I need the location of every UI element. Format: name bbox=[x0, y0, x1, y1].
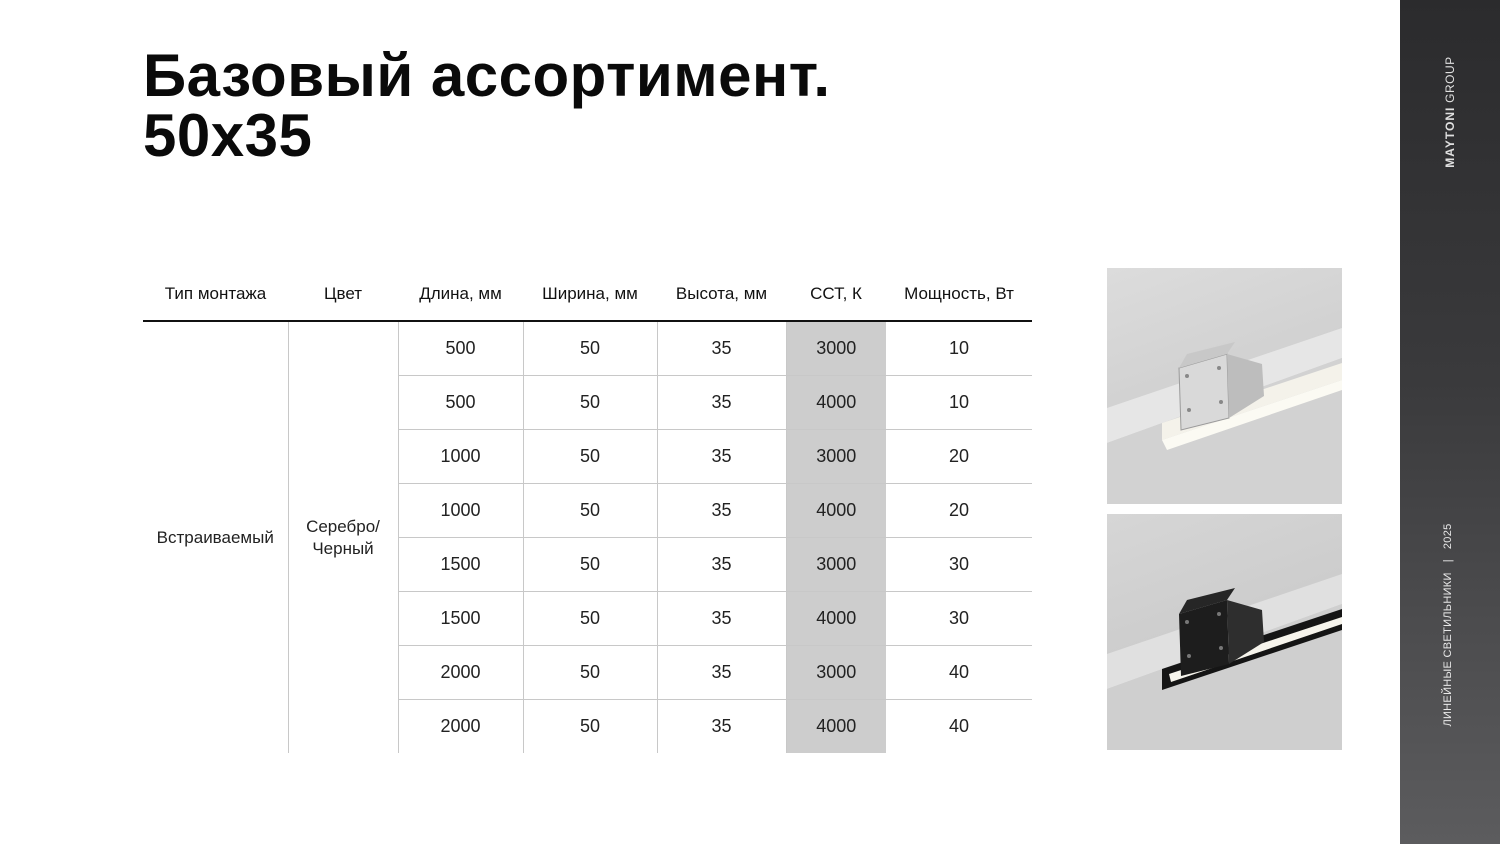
page-title bbox=[143, 42, 831, 169]
power-cell: 30 bbox=[886, 538, 1032, 592]
width-cell: 50 bbox=[523, 376, 657, 430]
height-cell: 35 bbox=[657, 321, 786, 376]
header-power: Мощность, Вт bbox=[886, 268, 1032, 321]
width-cell: 50 bbox=[523, 321, 657, 376]
cct-cell: 3000 bbox=[786, 646, 886, 700]
section-year: 2025 bbox=[1442, 523, 1454, 550]
product-photo-silver bbox=[1107, 268, 1342, 504]
silver-luminaire-illustration bbox=[1107, 268, 1342, 504]
brand-group: GROUP bbox=[1443, 56, 1457, 103]
height-cell: 35 bbox=[657, 592, 786, 646]
section-label bbox=[1442, 523, 1454, 726]
mount-type-cell: Встраиваемый bbox=[143, 321, 288, 753]
color-cell: Серебро/ Черный bbox=[288, 321, 398, 753]
height-cell: 35 bbox=[657, 376, 786, 430]
cct-cell: 4000 bbox=[786, 484, 886, 538]
length-cell: 1000 bbox=[398, 430, 523, 484]
spec-table bbox=[143, 268, 1032, 753]
length-cell: 1000 bbox=[398, 484, 523, 538]
header-cct: ССТ, К bbox=[786, 268, 886, 321]
table-header-row bbox=[143, 268, 1032, 321]
page-title-line2: 50x35 bbox=[143, 102, 313, 169]
length-cell: 500 bbox=[398, 376, 523, 430]
page-title-line1: Базовый ассортимент. bbox=[143, 42, 831, 109]
height-cell: 35 bbox=[657, 538, 786, 592]
section-separator: | bbox=[1442, 559, 1454, 563]
height-cell: 35 bbox=[657, 484, 786, 538]
table-row bbox=[143, 321, 1032, 376]
cct-cell: 4000 bbox=[786, 376, 886, 430]
power-cell: 10 bbox=[886, 376, 1032, 430]
height-cell: 35 bbox=[657, 700, 786, 754]
width-cell: 50 bbox=[523, 430, 657, 484]
section-name: ЛИНЕЙНЫЕ СВЕТИЛЬНИКИ bbox=[1442, 572, 1454, 727]
length-cell: 500 bbox=[398, 321, 523, 376]
width-cell: 50 bbox=[523, 484, 657, 538]
cct-cell: 3000 bbox=[786, 321, 886, 376]
width-cell: 50 bbox=[523, 592, 657, 646]
header-length: Длина, мм bbox=[398, 268, 523, 321]
power-cell: 20 bbox=[886, 430, 1032, 484]
power-cell: 40 bbox=[948, 716, 970, 736]
product-photo-black bbox=[1107, 514, 1342, 750]
cct-cell: 4000 bbox=[786, 592, 886, 646]
power-cell: 20 bbox=[886, 484, 1032, 538]
cct-cell: 3000 bbox=[786, 430, 886, 484]
header-color: Цвет bbox=[288, 268, 398, 321]
length-cell: 2000 bbox=[398, 700, 523, 754]
brand-name: MAYTONI bbox=[1443, 106, 1457, 168]
width-cell: 50 bbox=[523, 700, 657, 754]
power-cell: 40 bbox=[886, 646, 1032, 700]
brand-logo bbox=[1443, 56, 1457, 167]
black-luminaire-illustration bbox=[1107, 514, 1342, 750]
width-cell: 50 bbox=[523, 646, 657, 700]
cct-cell: 4000 bbox=[786, 700, 886, 754]
power-cell: 10 bbox=[886, 321, 1032, 376]
cct-cell: 3000 bbox=[786, 538, 886, 592]
length-cell: 2000 bbox=[398, 646, 523, 700]
length-cell: 1500 bbox=[398, 538, 523, 592]
power-cell: 30 bbox=[886, 592, 1032, 646]
header-height: Высота, мм bbox=[657, 268, 786, 321]
height-cell: 35 bbox=[657, 430, 786, 484]
length-cell: 1500 bbox=[398, 592, 523, 646]
header-width: Ширина, мм bbox=[523, 268, 657, 321]
height-cell: 35 bbox=[657, 646, 786, 700]
width-cell: 50 bbox=[523, 538, 657, 592]
header-mount-type: Тип монтажа bbox=[143, 268, 288, 321]
